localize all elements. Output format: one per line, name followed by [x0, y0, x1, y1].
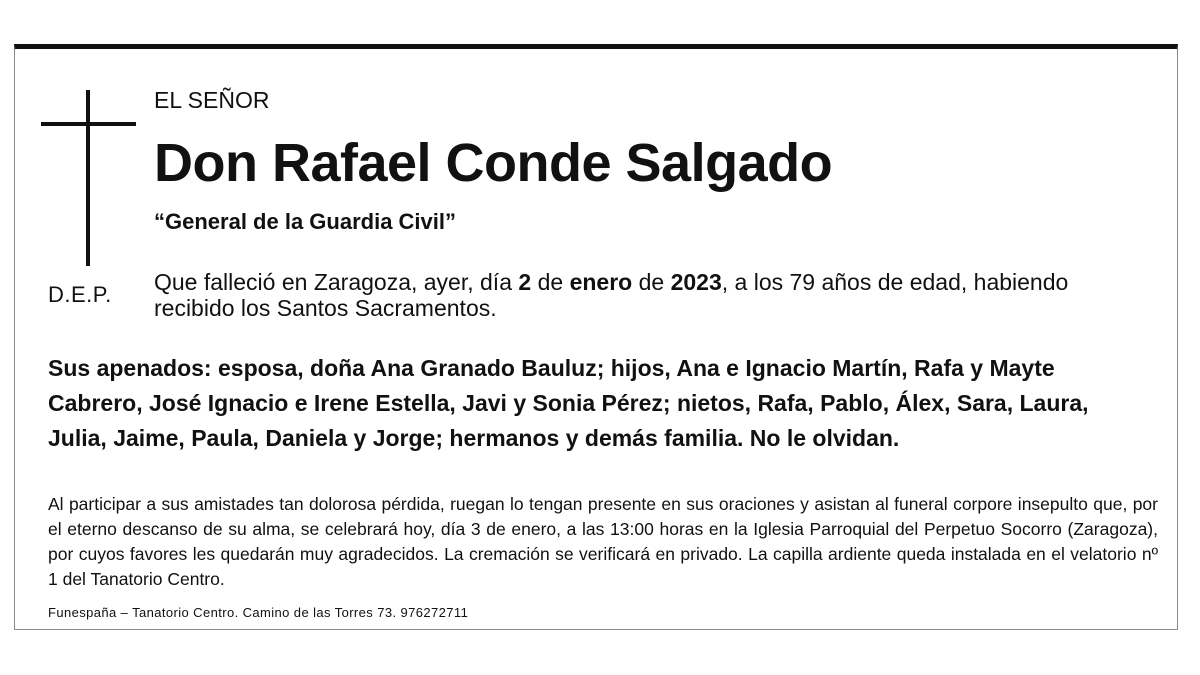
obituary-notice: [14, 44, 1178, 630]
death-text-1: Que falleció en Zaragoza, ayer, día: [154, 269, 519, 295]
death-text-3: de: [632, 269, 671, 295]
death-day: 2: [518, 269, 532, 295]
death-text-4: , a los 79 años de edad, habiendo recibido los Santos Sacramentos.: [154, 269, 1069, 321]
funeral-home-footer: Funespaña – Tanatorio Centro. Camino de las Torres 73. 976272711: [48, 605, 469, 620]
deceased-name: Don Rafael Conde Salgado: [154, 133, 833, 193]
mourners-paragraph: Sus apenados: esposa, doña Ana Granado Bauluz; hijos, Ana e Ignacio Martín, Rafa y Mayte Cabrero, José Ignacio e Irene Estella, Javi y Sonia Pérez; nietos, Rafa, Pablo, Álex, Sara, Laura, Julia, Jaime, Paula, Daniela y Jorge; hermanos y demás familia. No le olvidan.: [48, 355, 1089, 451]
death-month: enero: [569, 269, 633, 295]
honorific: EL SEÑOR: [154, 87, 270, 113]
death-year: 2023: [670, 269, 722, 295]
cross-vertical-bar: [86, 90, 90, 266]
dep-label: D.E.P.: [48, 282, 112, 307]
deceased-rank: “General de la Guardia Civil”: [154, 209, 456, 234]
cross-horizontal-bar: [41, 122, 136, 126]
death-text-2: de: [531, 269, 570, 295]
death-statement: [154, 269, 1154, 321]
funeral-service-paragraph: Al participar a sus amistades tan dolorosa pérdida, ruegan lo tengan presente en sus oraciones y asistan al funeral corpore insepulto que, por el eterno descanso de su alma, se celebrará hoy, día 3 de enero, a las 13:00 horas en la Iglesia Parroquial del Perpetuo Socorro (Zaragoza), por cuyos favores les quedarán muy agradecidos. La cremación se verificará en privado. La capilla ardiente queda instalada en el velatorio nº 1 del Tanatorio Centro.: [48, 494, 1158, 589]
